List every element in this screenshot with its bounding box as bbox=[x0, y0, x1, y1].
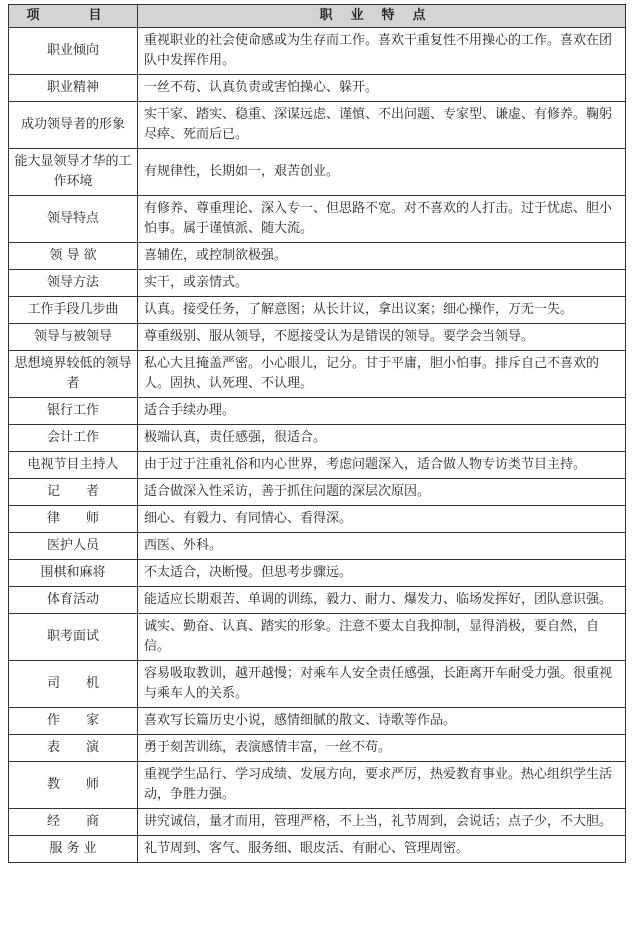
row-description: 由于过于注重礼俗和内心世界，考虑问题深入，适合做人物专访类节目主持。 bbox=[138, 452, 626, 479]
row-description: 诚实、勤奋、认真、踏实的形象。注意不要太自我抑制，显得消极，要自然，自信。 bbox=[138, 614, 626, 661]
row-description: 西医、外科。 bbox=[138, 533, 626, 560]
row-item-label: 服 务 业 bbox=[9, 836, 138, 863]
row-item-label: 领导特点 bbox=[9, 196, 138, 243]
table-row bbox=[9, 614, 626, 661]
row-item-label: 司 机 bbox=[9, 661, 138, 708]
table-row bbox=[9, 196, 626, 243]
row-item-label: 围棋和麻将 bbox=[9, 560, 138, 587]
table-row bbox=[9, 836, 626, 863]
row-item-label: 思想境界较低的领导者 bbox=[9, 351, 138, 398]
row-item-label: 教 师 bbox=[9, 762, 138, 809]
table-row bbox=[9, 102, 626, 149]
row-item-label: 成功领导者的形象 bbox=[9, 102, 138, 149]
table-row bbox=[9, 398, 626, 425]
row-description: 能适应长期艰苦、单调的训练，毅力、耐力、爆发力、临场发挥好，团队意识强。 bbox=[138, 587, 626, 614]
row-item-label: 医护人员 bbox=[9, 533, 138, 560]
row-item-label: 作 家 bbox=[9, 708, 138, 735]
row-description: 容易吸取教训，越开越慢；对乘车人安全责任感强，长距离开车耐受力强。很重视与乘车人的关系。 bbox=[138, 661, 626, 708]
row-description: 细心、有毅力、有同情心、看得深。 bbox=[138, 506, 626, 533]
row-item-label: 工作手段几步曲 bbox=[9, 297, 138, 324]
table-row bbox=[9, 351, 626, 398]
row-item-label: 记 者 bbox=[9, 479, 138, 506]
row-description: 勇于刻苦训练，表演感情丰富，一丝不苟。 bbox=[138, 735, 626, 762]
table-row bbox=[9, 75, 626, 102]
table-row bbox=[9, 587, 626, 614]
row-description: 适合手续办理。 bbox=[138, 398, 626, 425]
table-row bbox=[9, 324, 626, 351]
row-item-label: 电视节目主持人 bbox=[9, 452, 138, 479]
table-row bbox=[9, 479, 626, 506]
table-row bbox=[9, 560, 626, 587]
row-item-label: 领导与被领导 bbox=[9, 324, 138, 351]
row-item-label: 律 师 bbox=[9, 506, 138, 533]
table-row bbox=[9, 425, 626, 452]
row-item-label: 会计工作 bbox=[9, 425, 138, 452]
row-description: 讲究诚信，量才而用，管理严格，不上当，礼节周到，会说话；点子少，不大胆。 bbox=[138, 809, 626, 836]
table-row bbox=[9, 452, 626, 479]
row-description: 尊重级别、服从领导，不愿接受认为是错误的领导。要学会当领导。 bbox=[138, 324, 626, 351]
row-description: 重视职业的社会使命感或为生存而工作。喜欢干重复性不用操心的工作。喜欢在团队中发挥作用。 bbox=[138, 28, 626, 75]
row-description: 实干，或亲情式。 bbox=[138, 270, 626, 297]
table-row bbox=[9, 661, 626, 708]
table-row bbox=[9, 243, 626, 270]
row-description: 有修养、尊重理论、深入专一、但思路不宽。对不喜欢的人打击。过于忧虑、胆小怕事。属于谨慎派、随大流。 bbox=[138, 196, 626, 243]
row-item-label: 经 商 bbox=[9, 809, 138, 836]
header-row bbox=[9, 5, 626, 28]
row-description: 喜辅佐，或控制欲极强。 bbox=[138, 243, 626, 270]
row-description: 重视学生品行、学习成绩、发展方向，要求严厉，热爱教育事业。热心组织学生活动，争胜力强。 bbox=[138, 762, 626, 809]
table-row bbox=[9, 297, 626, 324]
row-description: 私心大且掩盖严密。小心眼儿，记分。甘于平庸，胆小怕事。排斥自己不喜欢的人。固执、认死理、不认理。 bbox=[138, 351, 626, 398]
table-row bbox=[9, 762, 626, 809]
row-item-label: 领 导 欲 bbox=[9, 243, 138, 270]
row-item-label: 银行工作 bbox=[9, 398, 138, 425]
row-item-label: 体育活动 bbox=[9, 587, 138, 614]
row-description: 有规律性，长期如一，艰苦创业。 bbox=[138, 149, 626, 196]
career-traits-table bbox=[8, 4, 626, 863]
table-row bbox=[9, 735, 626, 762]
row-description: 认真。接受任务，了解意图；从长计议，拿出议案；细心操作，万无一失。 bbox=[138, 297, 626, 324]
row-description: 一丝不苟、认真负责或害怕操心、躲开。 bbox=[138, 75, 626, 102]
row-item-label: 职考面试 bbox=[9, 614, 138, 661]
table-row bbox=[9, 809, 626, 836]
table-row bbox=[9, 506, 626, 533]
row-item-label: 职业精神 bbox=[9, 75, 138, 102]
header-item: 项 目 bbox=[9, 5, 138, 28]
row-description: 适合做深入性采访，善于抓住问题的深层次原因。 bbox=[138, 479, 626, 506]
row-item-label: 领导方法 bbox=[9, 270, 138, 297]
header-traits: 职业特点 bbox=[138, 5, 626, 28]
row-description: 不太适合，决断慢。但思考步骤远。 bbox=[138, 560, 626, 587]
table-row bbox=[9, 270, 626, 297]
table-row bbox=[9, 149, 626, 196]
table-row bbox=[9, 533, 626, 560]
row-description: 礼节周到、客气、服务细、眼皮活、有耐心、管理周密。 bbox=[138, 836, 626, 863]
table-row bbox=[9, 28, 626, 75]
table-row bbox=[9, 708, 626, 735]
row-description: 喜欢写长篇历史小说，感情细腻的散文、诗歌等作品。 bbox=[138, 708, 626, 735]
row-description: 实干家、踏实、稳重、深谋远虑、谨慎、不出问题、专家型、谦虚、有修养。鞠躬尽瘁、死而后已。 bbox=[138, 102, 626, 149]
row-item-label: 职业倾向 bbox=[9, 28, 138, 75]
row-item-label: 表 演 bbox=[9, 735, 138, 762]
row-description: 极端认真，责任感强，很适合。 bbox=[138, 425, 626, 452]
row-item-label: 能大显领导才华的工作环境 bbox=[9, 149, 138, 196]
